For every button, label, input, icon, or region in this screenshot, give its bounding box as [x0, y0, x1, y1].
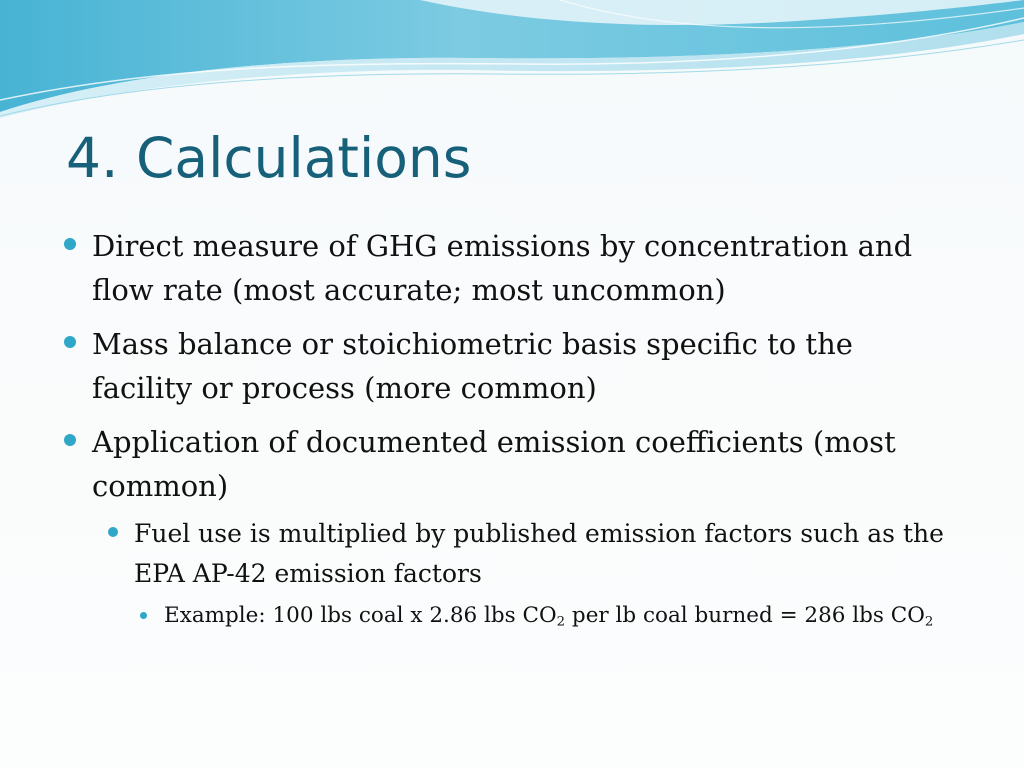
bullet-dot-icon — [64, 238, 76, 250]
example-text-part2: per lb coal burned = 286 lbs CO — [565, 603, 925, 628]
slide-title: 4. Calculations — [66, 126, 472, 190]
bullet-item-emission-coefficients — [62, 420, 962, 508]
example-text-part1: Example: 100 lbs coal x 2.86 lbs CO — [164, 603, 557, 628]
bullet-text: Mass balance or stoichiometric basis specific to the facility or process (more common) — [92, 327, 853, 405]
bullet-dot-icon — [64, 434, 76, 446]
bullet-list — [62, 224, 962, 633]
header-wave-decoration — [0, 0, 1024, 130]
sub-sub-bullet-item-example — [134, 598, 962, 633]
bullet-dot-icon — [64, 336, 76, 348]
bullet-dot-icon — [108, 527, 118, 537]
bullet-dot-icon — [140, 612, 147, 619]
sub-bullet-item-fuel-use — [104, 514, 962, 594]
co2-subscript: 2 — [924, 614, 934, 630]
bullet-text: Direct measure of GHG emissions by concentration and flow rate (most accurate; most uncommon) — [92, 229, 913, 307]
sub-bullet-text: Fuel use is multiplied by published emission factors such as the EPA AP-42 emission factors — [134, 519, 944, 588]
bullet-item-direct-measure — [62, 224, 962, 312]
bullet-text: Application of documented emission coefficients (most common) — [92, 425, 896, 503]
co2-subscript: 2 — [556, 614, 566, 630]
bullet-item-mass-balance — [62, 322, 962, 410]
